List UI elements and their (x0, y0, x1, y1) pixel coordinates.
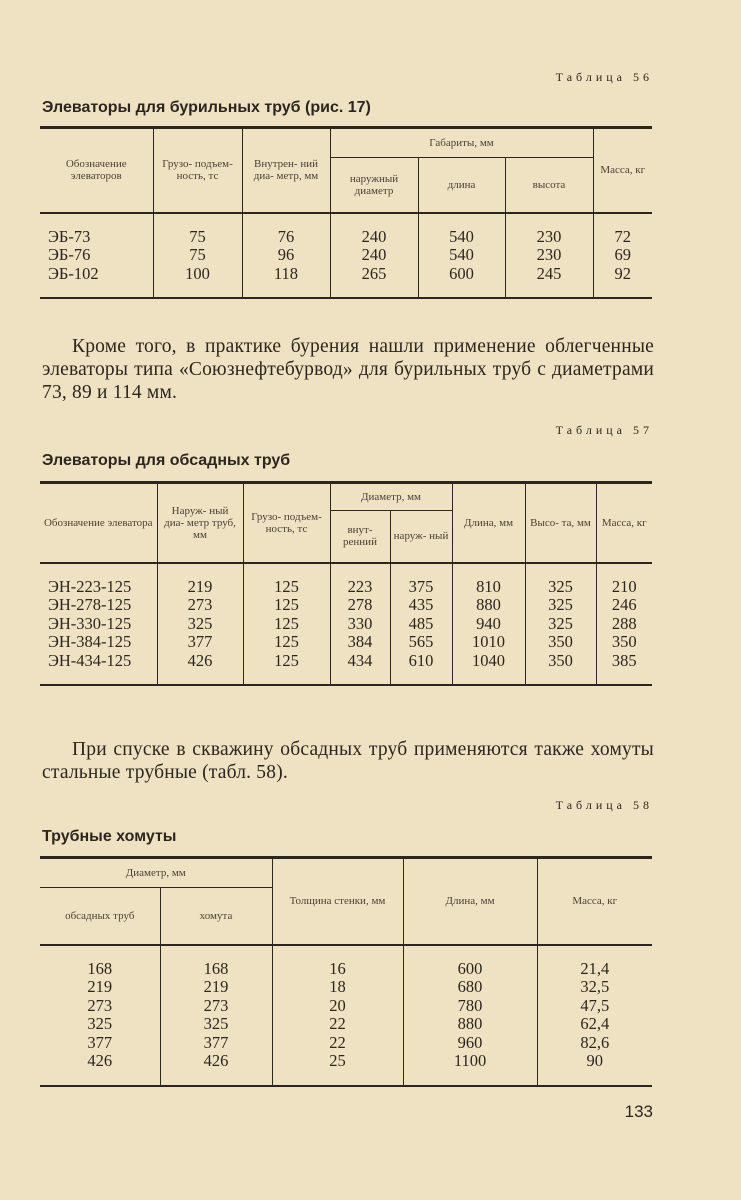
table-cell: 125 (243, 578, 330, 597)
header-designation: Обозначение элеватора (40, 483, 157, 563)
table-cell: 426 (157, 652, 243, 671)
spacer-cell (452, 670, 525, 685)
header-diameter: Диаметр, мм (40, 858, 272, 888)
table-cell: 325 (160, 1015, 272, 1034)
table-cell: 288 (596, 615, 652, 634)
page-number: 133 (624, 1102, 653, 1121)
spacer-cell (330, 563, 390, 578)
spacer-cell (525, 563, 596, 578)
table-cell: 377 (87, 1032, 113, 1052)
table-cell: 72 (593, 228, 652, 247)
table-cell: 330 (330, 615, 390, 634)
header-capacity: Грузо- подъем- ность, тс (153, 128, 242, 213)
table-cell: 960 (403, 1034, 537, 1053)
table-cell: 125 (243, 633, 330, 652)
table-cell: 22 (272, 1034, 403, 1053)
table-cell: 90 (537, 1052, 652, 1071)
table-cell: ЭН-223-125 (48, 576, 132, 596)
table-58-title: Трубные хомуты (42, 828, 177, 845)
table-57-body (40, 563, 652, 686)
table-cell: 273 (157, 596, 243, 615)
header-mass: Масса, кг (537, 858, 652, 945)
spacer-cell (537, 945, 652, 960)
table-cell: 125 (243, 652, 330, 671)
spacer-cell (403, 945, 537, 960)
table-cell: 210 (596, 578, 652, 597)
table-cell: 325 (87, 1014, 113, 1033)
table-row (40, 960, 652, 979)
table-cell: 100 (153, 265, 242, 284)
table-cell: 600 (403, 960, 537, 979)
table-58-body (40, 945, 652, 1086)
table-cell: ЭН-330-125 (48, 613, 132, 633)
table-row (40, 652, 652, 671)
spacer-cell (40, 213, 153, 228)
table-cell: 230 (505, 228, 593, 247)
table-cell: 219 (87, 977, 113, 996)
table-cell: 540 (418, 228, 505, 247)
paragraph-2-text: При спуске в скважину обсадных труб применяются также хомуты стальные трубные (табл. 58). (42, 739, 654, 783)
table-cell: 125 (243, 596, 330, 615)
spacer-row (40, 1071, 652, 1086)
spacer-row (40, 213, 652, 228)
spacer-cell (157, 563, 243, 578)
table-cell: 325 (525, 615, 596, 634)
table-cell: 245 (505, 265, 593, 284)
spacer-cell (157, 670, 243, 685)
table-cell: 92 (593, 265, 652, 284)
header-wall: Толщина стенки, мм (272, 858, 403, 945)
header-length: длина (418, 158, 505, 213)
header-mass: Масса, кг (593, 128, 652, 213)
table-cell: 680 (403, 978, 537, 997)
spacer-row (40, 563, 652, 578)
table-cell: 96 (242, 246, 330, 265)
spacer-cell (40, 283, 153, 298)
table-cell: ЭН-384-125 (48, 632, 132, 651)
header-outer-diameter: наружный диаметр (330, 158, 418, 213)
table-cell: 82,6 (537, 1034, 652, 1053)
spacer-cell (40, 945, 160, 960)
table-cell: 880 (452, 596, 525, 615)
table-cell: 385 (596, 652, 652, 671)
table-cell: 16 (272, 960, 403, 979)
header-height: высота (505, 158, 593, 213)
table-row (40, 246, 652, 265)
table-56 (40, 126, 652, 299)
table-56-label: Таблица 56 (555, 70, 653, 84)
table-cell: 810 (452, 578, 525, 597)
table-cell: 377 (157, 633, 243, 652)
table-cell: ЭН-278-125 (48, 595, 132, 614)
table-57-title: Элеваторы для обсадных труб (42, 452, 291, 469)
table-cell: 69 (593, 246, 652, 265)
table-cell: 610 (390, 652, 452, 671)
table-cell: 384 (330, 633, 390, 652)
table-cell: 240 (330, 228, 418, 247)
header-dimensions: Габариты, мм (330, 128, 593, 158)
table-cell: ЭБ-102 (48, 263, 99, 283)
table-cell: ЭБ-73 (48, 226, 91, 246)
table-cell: 435 (390, 596, 452, 615)
header-length: Длина, мм (452, 483, 525, 563)
spacer-row (40, 283, 652, 298)
header-inner: внут- ренний (330, 511, 390, 563)
table-cell: 25 (272, 1052, 403, 1071)
header-length: Длина, мм (403, 858, 537, 945)
table-cell: 168 (160, 960, 272, 979)
table-row (40, 578, 652, 597)
spacer-cell (596, 563, 652, 578)
spacer-cell (330, 213, 418, 228)
table-cell: 325 (525, 596, 596, 615)
table-cell: 780 (403, 997, 537, 1016)
header-outer: наруж- ный (390, 511, 452, 563)
paragraph-1 (42, 335, 654, 404)
spacer-cell (160, 1071, 272, 1086)
table-cell: 21,4 (537, 960, 652, 979)
header-clamp: хомута (160, 888, 272, 945)
spacer-cell (505, 213, 593, 228)
table-56-title: Элеваторы для бурильных труб (рис. 17) (42, 99, 371, 116)
header-casing: обсадных труб (40, 888, 160, 945)
table-cell: 62,4 (537, 1015, 652, 1034)
table-57 (40, 481, 652, 686)
table-row (40, 978, 652, 997)
table-cell: 426 (87, 1051, 113, 1070)
spacer-cell (40, 1071, 160, 1086)
spacer-row (40, 945, 652, 960)
table-row (40, 596, 652, 615)
table-cell: 75 (153, 246, 242, 265)
table-row (40, 997, 652, 1016)
table-cell: 278 (330, 596, 390, 615)
spacer-cell (452, 563, 525, 578)
table-cell: 47,5 (537, 997, 652, 1016)
table-cell: 240 (330, 246, 418, 265)
paragraph-2 (42, 738, 654, 784)
table-cell: 375 (390, 578, 452, 597)
table-57-label: Таблица 57 (555, 423, 653, 437)
spacer-cell (525, 670, 596, 685)
table-cell: 168 (87, 958, 113, 978)
spacer-row (40, 670, 652, 685)
table-row (40, 1034, 652, 1053)
spacer-cell (242, 213, 330, 228)
table-row (40, 265, 652, 284)
header-diameter: Диаметр, мм (330, 483, 452, 511)
spacer-cell (272, 1071, 403, 1086)
spacer-cell (40, 563, 157, 578)
header-height: Высо- та, мм (525, 483, 596, 563)
header-capacity: Грузо- подъем- ность, тс (243, 483, 330, 563)
table-56-body (40, 213, 652, 299)
spacer-cell (390, 670, 452, 685)
spacer-cell (243, 563, 330, 578)
table-cell: 1100 (403, 1052, 537, 1071)
table-cell: ЭБ-76 (48, 245, 91, 264)
paragraph-1-text: Кроме того, в практике бурения нашли применение облегченные элеваторы типа «Союзнефтебурвод» для бурильных труб с диаметрами 73, 89 и 114 мм. (42, 336, 654, 403)
header-inner-diameter: Внутрен- ний диа- метр, мм (242, 128, 330, 213)
spacer-cell (505, 283, 593, 298)
spacer-cell (330, 283, 418, 298)
table-cell: ЭН-434-125 (48, 650, 132, 670)
spacer-cell (40, 670, 157, 685)
spacer-cell (243, 670, 330, 685)
table-cell: 273 (160, 997, 272, 1016)
spacer-cell (160, 945, 272, 960)
table-cell: 940 (452, 615, 525, 634)
table-row (40, 228, 652, 247)
table-row (40, 1052, 652, 1071)
table-58 (40, 856, 652, 1087)
spacer-cell (153, 213, 242, 228)
spacer-cell (537, 1071, 652, 1086)
header-mass: Масса, кг (596, 483, 652, 563)
table-cell: 32,5 (537, 978, 652, 997)
table-cell: 20 (272, 997, 403, 1016)
table-cell: 118 (242, 265, 330, 284)
spacer-cell (403, 1071, 537, 1086)
table-cell: 219 (160, 978, 272, 997)
table-cell: 540 (418, 246, 505, 265)
spacer-cell (272, 945, 403, 960)
table-cell: 600 (418, 265, 505, 284)
table-cell: 325 (157, 615, 243, 634)
table-cell: 1040 (452, 652, 525, 671)
table-cell: 265 (330, 265, 418, 284)
table-cell: 350 (525, 652, 596, 671)
table-cell: 273 (87, 995, 113, 1015)
spacer-cell (593, 213, 652, 228)
spacer-cell (390, 563, 452, 578)
table-cell: 75 (153, 228, 242, 247)
table-cell: 125 (243, 615, 330, 634)
spacer-cell (418, 213, 505, 228)
table-cell: 880 (403, 1015, 537, 1034)
table-cell: 246 (596, 596, 652, 615)
table-cell: 350 (525, 633, 596, 652)
table-cell: 325 (525, 578, 596, 597)
table-row (40, 615, 652, 634)
table-cell: 426 (160, 1052, 272, 1071)
spacer-cell (330, 670, 390, 685)
spacer-cell (153, 283, 242, 298)
table-cell: 22 (272, 1015, 403, 1034)
table-cell: 565 (390, 633, 452, 652)
spacer-cell (418, 283, 505, 298)
spacer-cell (242, 283, 330, 298)
header-pipe-outer-diameter: Наруж- ный диа- метр труб, мм (157, 483, 243, 563)
table-cell: 377 (160, 1034, 272, 1053)
table-58-label: Таблица 58 (555, 798, 653, 812)
table-cell: 1010 (452, 633, 525, 652)
table-cell: 18 (272, 978, 403, 997)
spacer-cell (596, 670, 652, 685)
table-cell: 223 (330, 578, 390, 597)
table-cell: 76 (242, 228, 330, 247)
table-cell: 434 (330, 652, 390, 671)
table-row (40, 1015, 652, 1034)
table-cell: 485 (390, 615, 452, 634)
table-row (40, 633, 652, 652)
header-designation: Обозначение элеваторов (40, 128, 153, 213)
table-cell: 350 (596, 633, 652, 652)
table-cell: 219 (157, 578, 243, 597)
table-cell: 230 (505, 246, 593, 265)
spacer-cell (593, 283, 652, 298)
